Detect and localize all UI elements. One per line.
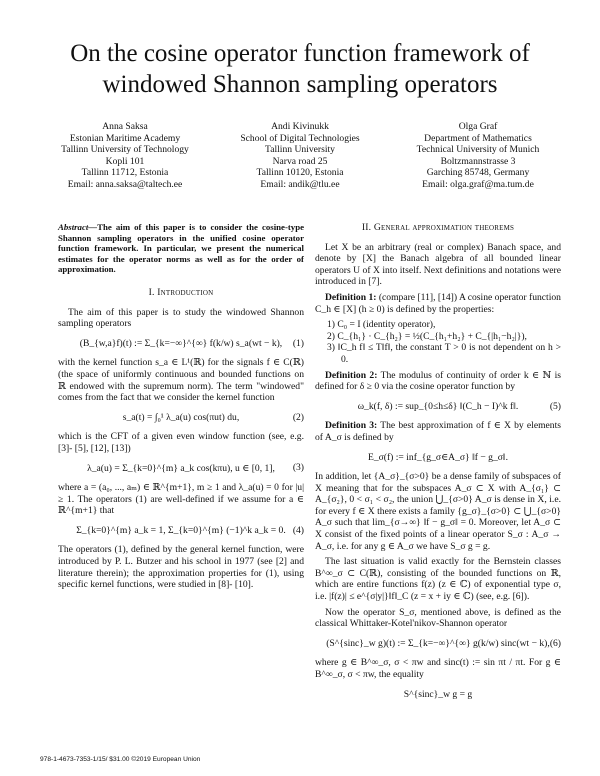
- equation-number: (5): [549, 400, 561, 412]
- author-block-3: [392, 121, 564, 191]
- equation-number: (1): [292, 337, 304, 349]
- paragraph: where g ∈ B^∞_σ, σ < πw and sinc(t) := sin πt / πt. For g ∈ B^∞_σ, σ < πw, the equality: [315, 657, 561, 680]
- section-heading-introduction: I. Introduction: [148, 286, 214, 298]
- equation-body: E_σ(f) := inf_{g_σ∈A_σ} ‖f − g_σ‖.: [367, 451, 509, 463]
- abstract: [58, 222, 304, 275]
- definition-2: [315, 370, 561, 393]
- definition-1-list: [315, 319, 561, 365]
- equation-4: [58, 525, 304, 537]
- equation-3: [58, 463, 304, 475]
- equation-body: (B_{w,a}f)(t) := Σ_{k=−∞}^{∞} f(k/w) s_a(wt − k),: [79, 337, 283, 349]
- abstract-text: The aim of this paper is to consider the cosine-type Shannon sampling operators in the unified cosine operator function framework. In particular, we present the numerical estimates for the operator norms as well as for the order of approximation.: [58, 222, 304, 275]
- paragraph: Let X be an arbitrary (real or complex) Banach space, and denote by [X] the Banach algebra of all bounded linear operators U of X into itself. Next definitions and notations were introduced in [7].: [315, 241, 561, 288]
- equation-body: Σ_{k=0}^{m} a_k = 1, Σ_{k=0}^{m} (−1)^k a_k = 0.: [76, 524, 286, 536]
- equation-body: (S^{sinc}_w g)(t) := Σ_{k=−∞}^{∞} g(k/w) sinc(wt − k),: [326, 637, 550, 649]
- definition-label: Definition 2:: [325, 369, 378, 381]
- definition-text: The best approximation of f ∈ X by elements of A_σ is defined by: [315, 420, 561, 443]
- definition-1: [315, 292, 561, 315]
- author-affiliation: Department of Mathematics: [424, 132, 532, 144]
- paper-title: On the cosine operator function framework of windowed Shannon sampling operators: [70, 40, 530, 98]
- equation-body: λ_a(u) = Σ_{k=0}^{m} a_k cos(kπu), u ∈ [0, 1],: [87, 462, 275, 474]
- author-block-2: [215, 121, 385, 191]
- paragraph: which is the CFT of a given even window function (see, e.g. [3]- [5], [12], [13]): [58, 431, 304, 454]
- definition-3: [315, 420, 561, 443]
- author-affiliation: Tallinn University: [265, 144, 335, 156]
- left-column: [58, 222, 304, 595]
- author-address: Kopli 101: [105, 155, 145, 167]
- equation-body: ω_k(f, δ) := sup_{0≤h≤δ} ‖(C_h − I)^k f‖.: [357, 400, 519, 412]
- paragraph: Now the operator S_σ, mentioned above, is defined as the classical Whittaker-Kotel'nikov-Shannon operator: [315, 606, 561, 630]
- equation-2: [58, 412, 304, 424]
- author-block-1: [40, 121, 210, 191]
- section-heading-approximation: II. General approximation theorems: [361, 222, 515, 233]
- author-address: Boltzmannstrasse 3: [440, 155, 516, 167]
- equation-number: (2): [292, 411, 304, 423]
- definition-label: Definition 1:: [325, 291, 377, 303]
- author-address: Garching 85748, Germany: [426, 167, 530, 179]
- author-affiliation: Tallinn University of Technology: [61, 144, 189, 156]
- abstract-lead: Abstract—: [58, 222, 98, 232]
- author-name: Anna Saksa: [102, 121, 148, 132]
- list-item: 3) ‖C_h f‖ ≤ T‖f‖, the constant T > 0 is not dependent on h > 0.: [327, 342, 561, 365]
- equation-7: [315, 689, 561, 701]
- list-item: 1) C₀ = I (identity operator),: [327, 319, 436, 331]
- equation-body: s_a(t) = ∫₀¹ λ_a(u) cos(πut) du,: [122, 411, 240, 423]
- author-affiliation: Technical University of Munich: [416, 144, 540, 156]
- right-column: [315, 222, 561, 708]
- list-item: 2) C_{h₁} · C_{h₂} = ½(C_{h₁+h₂} + C_{|h₁−h₂|}),: [327, 330, 527, 342]
- author-email: Email: anna.saksa@taltech.ee: [67, 178, 183, 190]
- equation-5: [315, 401, 561, 413]
- copyright-footer: 978-1-4673-7353-1/15/ $31.00 ©2019 European Union: [40, 756, 201, 763]
- author-email: Email: olga.graf@ma.tum.de: [422, 178, 534, 190]
- paragraph: In addition, let {A_σ}_{σ>0} be a dense family of subspaces of X meaning that for the subspaces A_σ ⊂ X with A_{σ₁} ⊂ A_{σ₂}, 0 < σ₁ < σ₂, the union ⋃_{σ>0} A_σ is dense in X, i.e. for every f ∈ X there exists a family {g_σ}_{σ>0} ⊂ ⋃_{σ>0} A_σ such that lim_{σ→∞} ‖f − g_σ‖ = 0. Moreover, let A_σ ⊂ X consist of the fixed points of a linear operator S_σ : A_σ → A_σ, i.e. for any g ∈ A_σ we have S_σ g = g.: [315, 471, 561, 552]
- equation-number: (4): [292, 524, 304, 536]
- equation-number: (3): [292, 462, 304, 474]
- author-address: Narva road 25: [272, 155, 328, 167]
- author-name: Andi Kivinukk: [271, 121, 329, 132]
- paragraph: The aim of this paper is to study the windowed Shannon sampling operators: [58, 306, 304, 330]
- author-affiliation: School of Digital Technologies: [240, 132, 360, 144]
- paragraph: The operators (1), defined by the general kernel function, were introduced by P. L. Butzer and his school in 1977 (see [2] and literature therein); the approximation properties for (1), using specific kernel functions, were studied in [8]- [10].: [58, 544, 304, 591]
- definition-text: (compare [11], [14]) A cosine operator function C_h ∈ [X] (h ≥ 0) is defined by the properties:: [315, 291, 561, 315]
- paragraph: where a = (a₀, ..., aₘ) ∈ ℝ^{m+1}, m ≥ 1 and λ_a(u) = 0 for |u| ≥ 1. The operators (1) are well-defined if we assume for a ∈ ℝ^{m+1} that: [58, 482, 304, 517]
- definition-text: The modulus of continuity of order k ∈ ℕ is defined for δ ≥ 0 via the cosine operator function by: [315, 369, 561, 393]
- author-address: Tallinn 10120, Estonia: [256, 167, 344, 179]
- equation-number: (6): [549, 637, 561, 649]
- equation-1: [58, 338, 304, 350]
- author-affiliation: Estonian Maritime Academy: [69, 132, 181, 144]
- author-email: Email: andik@tlu.ee: [260, 178, 340, 190]
- author-name: Olga Graf: [458, 121, 498, 132]
- paragraph: The last situation is valid exactly for the Bernstein classes B^∞_σ ⊂ C(ℝ), consisting of the bounded functions on ℝ, which are entire functions f(z) (z ∈ ℂ) of exponential type σ, i.e. |f(z)| ≤ e^{σ|y|}‖f‖_C (z = x + iy ∈ ℂ) (see, e.g. [6]).: [315, 556, 561, 603]
- equation-6: [315, 638, 561, 650]
- equation-body: S^{sinc}_w g = g: [403, 688, 473, 700]
- equation-best-approximation: [315, 452, 561, 464]
- author-address: Tallinn 11712, Estonia: [81, 167, 169, 179]
- paragraph: with the kernel function s_a ∈ L¹(ℝ) for the signals f ∈ C(ℝ) (the space of uniformly continuous and bounded functions on ℝ endowed with the supremum norm). The term "windowed" comes from the fact that we consider the kernel function: [58, 357, 304, 404]
- definition-label: Definition 3:: [325, 420, 378, 432]
